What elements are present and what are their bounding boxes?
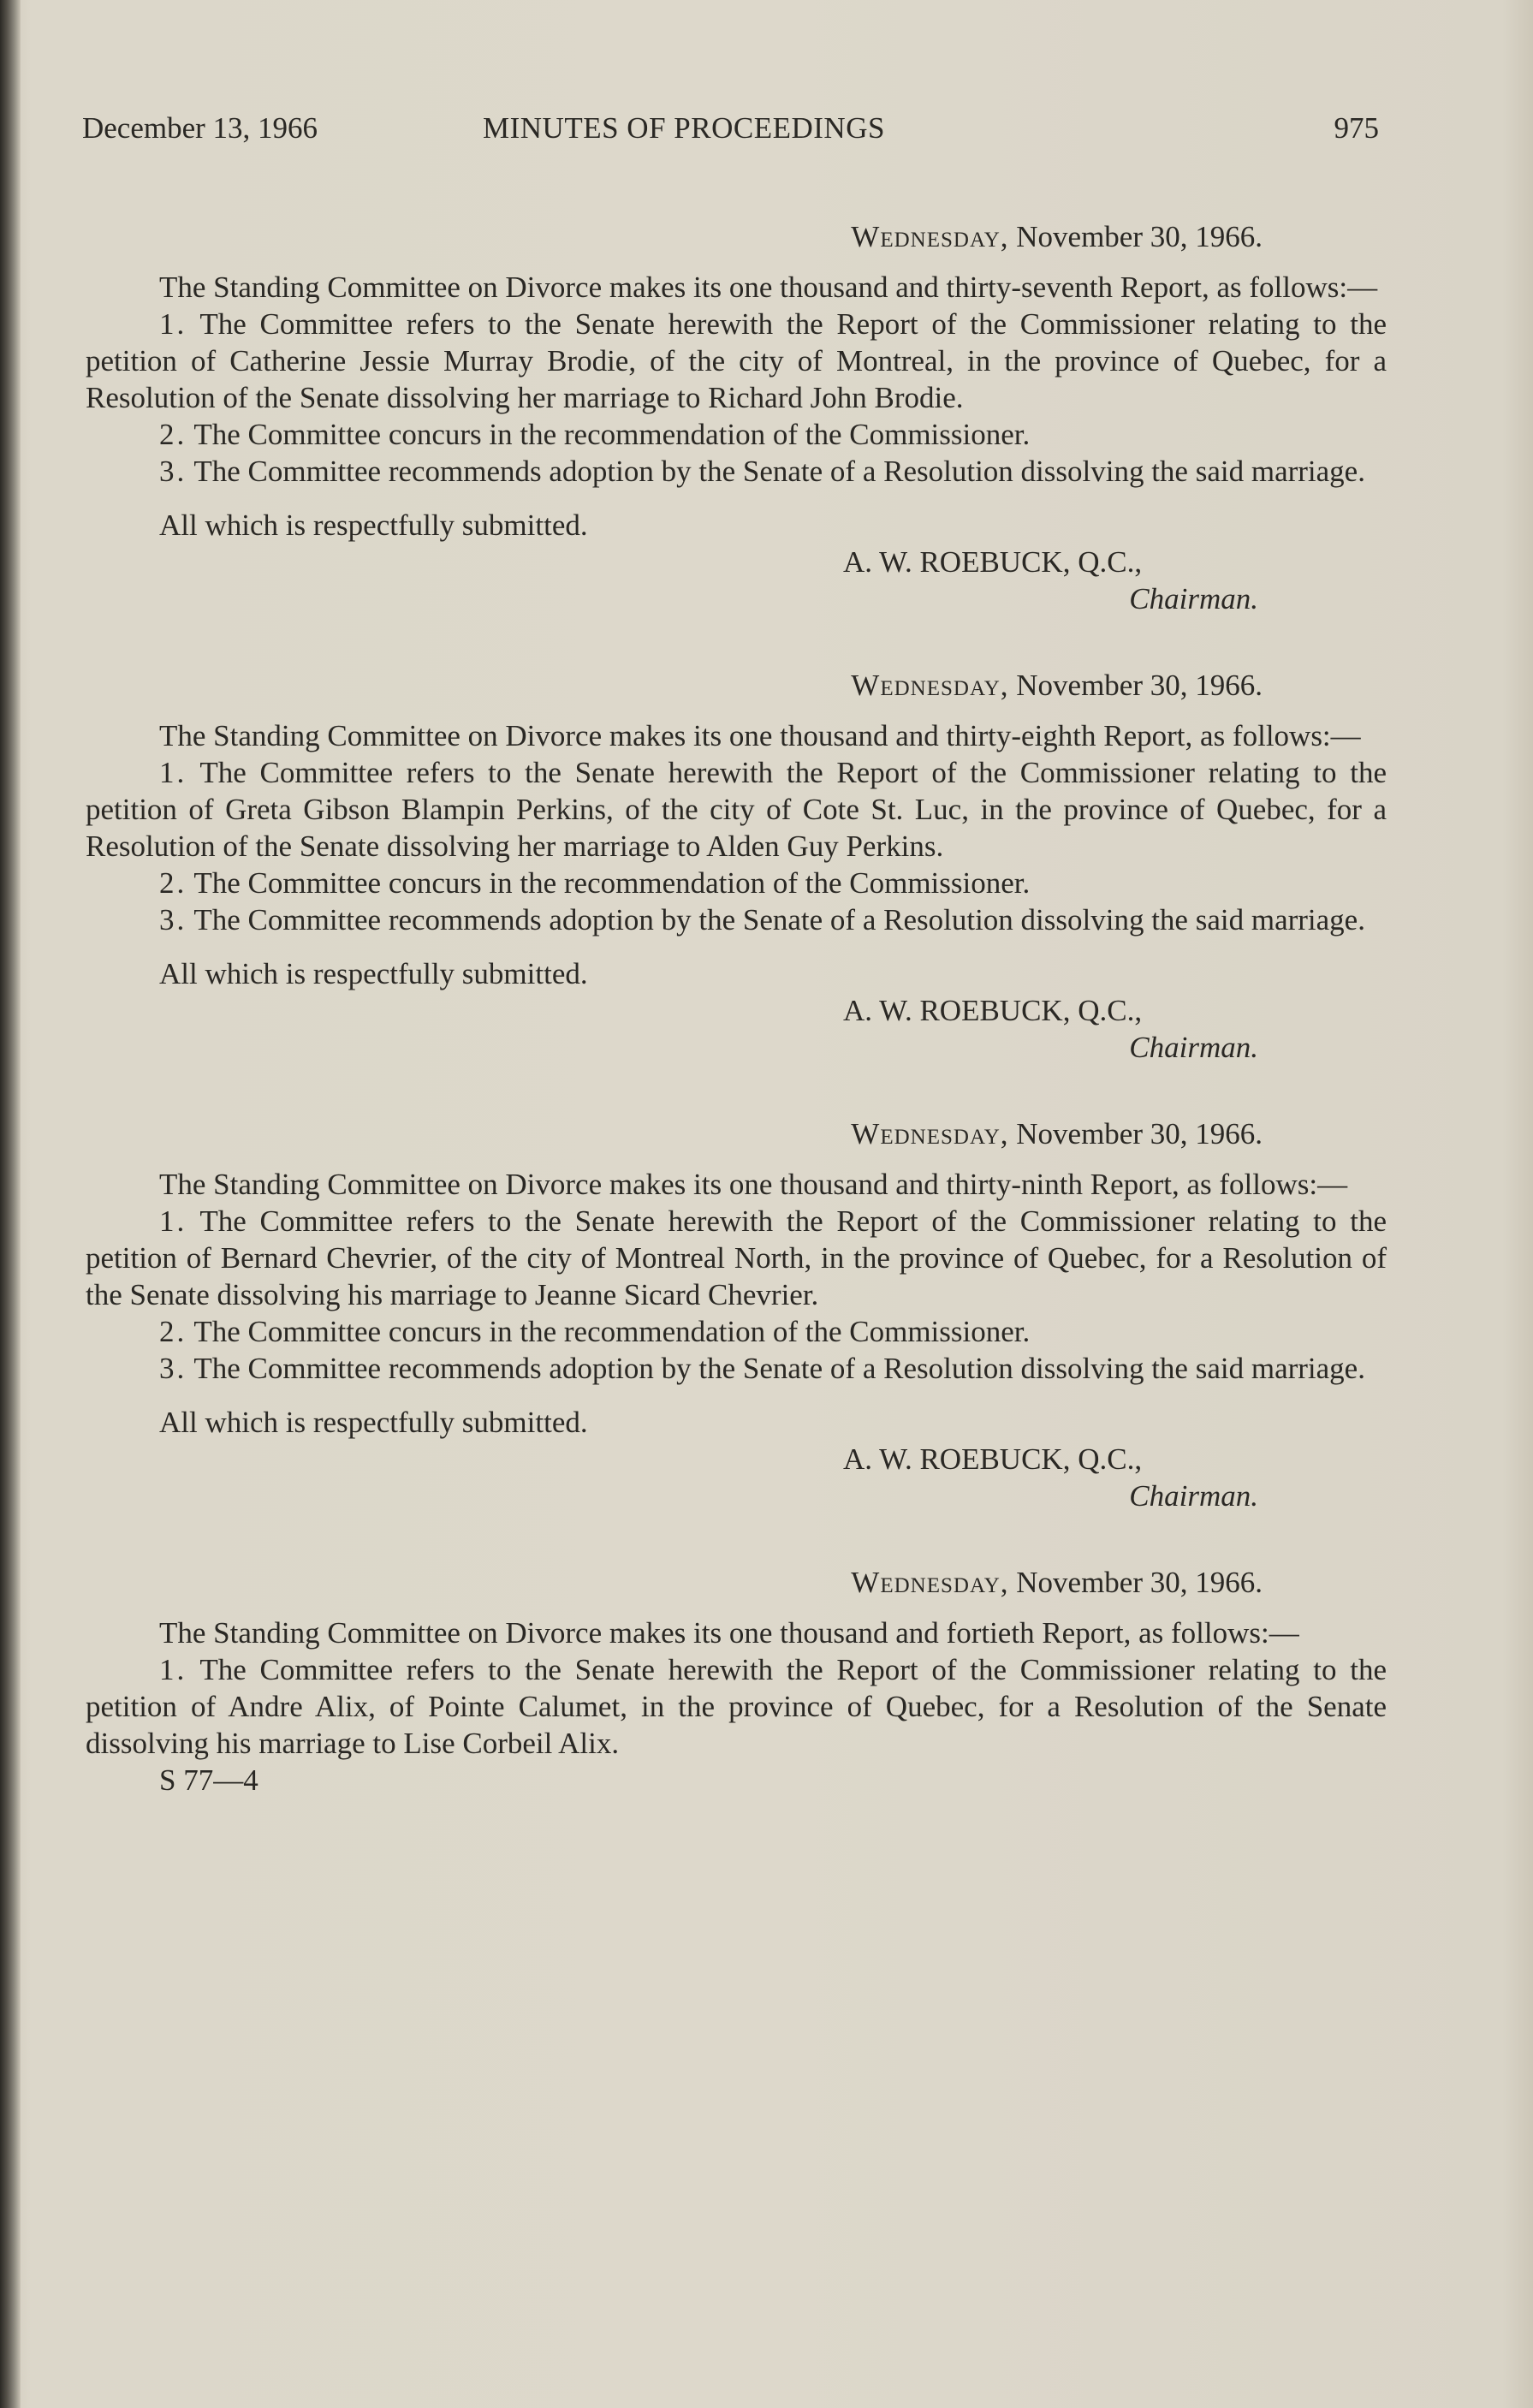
report-item-2	[86, 416, 1387, 453]
report-dateline	[86, 1564, 1387, 1601]
report-dateline	[86, 667, 1387, 704]
item-text: The Committee refers to the Senate herewith the Report of the Commissioner relating to the petition of Andre Alix, of Pointe Calumet, in the province of Quebec, for a Resolution of the Senate dissolving his marriage to Lise Corbeil Alix.	[86, 1653, 1387, 1760]
signer-name: A. W. ROEBUCK, Q.C.,	[843, 1442, 1143, 1476]
item-text: The Committee recommends adoption by the Senate of a Resolution dissolving the said marriage.	[193, 1352, 1365, 1385]
section-gap	[86, 617, 1387, 667]
signer-role: Chairman.	[1129, 582, 1258, 615]
item-text: The Committee refers to the Senate herewith the Report of the Commissioner relating to the petition of Greta Gibson Blampin Perkins, of the city of Cote St. Luc, in the province of Quebec, for a Resolution of the Senate dissolving her marriage to Alden Guy Perkins.	[86, 756, 1387, 863]
item-number: 3.	[159, 455, 187, 488]
item-number: 3.	[159, 903, 187, 936]
report-item-1	[86, 306, 1387, 416]
item-number: 3.	[159, 1352, 187, 1385]
report-1039	[86, 1115, 1387, 1514]
item-text: The Committee recommends adoption by the Senate of a Resolution dissolving the said marriage.	[193, 455, 1365, 488]
item-number: 1.	[159, 756, 187, 789]
report-dateline	[86, 218, 1387, 255]
item-text: The Committee concurs in the recommendation of the Commissioner.	[193, 418, 1031, 451]
report-item-2	[86, 1313, 1387, 1350]
item-text: The Committee recommends adoption by the Senate of a Resolution dissolving the said marriage.	[193, 903, 1365, 936]
item-text: The Committee refers to the Senate herewith the Report of the Commissioner relating to the petition of Bernard Chevrier, of the city of Montreal North, in the province of Quebec, for a Resolution of the Senate dissolving his marriage to Jeanne Sicard Chevrier.	[86, 1204, 1387, 1311]
book-binding-edge	[0, 0, 21, 2408]
item-text: The Committee concurs in the recommendation of the Commissioner.	[193, 866, 1031, 900]
item-number: 2.	[159, 866, 187, 900]
report-1038	[86, 667, 1387, 1066]
page-body	[86, 218, 1387, 1799]
header-date: December 13, 1966	[82, 111, 318, 145]
signature-mark: S 77—4	[159, 1763, 258, 1797]
signer-role: Chairman.	[1129, 1031, 1258, 1064]
item-number: 2.	[159, 418, 187, 451]
signer-role: Chairman.	[1129, 1479, 1258, 1513]
item-number: 2.	[159, 1315, 187, 1348]
item-text: The Committee concurs in the recommendation of the Commissioner.	[193, 1315, 1031, 1348]
report-1040	[86, 1564, 1387, 1799]
report-date: November 30, 1966.	[1016, 669, 1263, 702]
item-number: 1.	[159, 1653, 187, 1686]
report-intro: The Standing Committee on Divorce makes its one thousand and thirty-eighth Report, as follows:—	[159, 719, 1361, 752]
report-intro: The Standing Committee on Divorce makes its one thousand and thirty-ninth Report, as follows:—	[159, 1168, 1348, 1201]
running-header	[82, 111, 1379, 152]
signer-name: A. W. ROEBUCK, Q.C.,	[843, 545, 1143, 579]
signer-name: A. W. ROEBUCK, Q.C.,	[843, 994, 1143, 1027]
report-item-2	[86, 865, 1387, 901]
header-title: MINUTES OF PROCEEDINGS	[483, 111, 885, 145]
report-date: November 30, 1966.	[1016, 220, 1263, 253]
weekday: Wednesday,	[851, 220, 1009, 253]
report-item-3	[86, 901, 1387, 938]
report-item-1	[86, 1651, 1387, 1762]
report-date: November 30, 1966.	[1016, 1117, 1263, 1150]
report-dateline	[86, 1115, 1387, 1152]
weekday: Wednesday,	[851, 1566, 1009, 1599]
item-number: 1.	[159, 1204, 187, 1238]
weekday: Wednesday,	[851, 669, 1009, 702]
report-intro: The Standing Committee on Divorce makes its one thousand and thirty-seventh Report, as follows:—	[159, 271, 1378, 304]
item-number: 1.	[159, 307, 187, 341]
report-1037	[86, 218, 1387, 617]
closing-line: All which is respectfully submitted.	[159, 957, 588, 990]
report-item-1	[86, 754, 1387, 865]
page-number: 975	[1334, 111, 1379, 145]
report-intro: The Standing Committee on Divorce makes its one thousand and fortieth Report, as follows:—	[159, 1616, 1299, 1650]
section-gap	[86, 1066, 1387, 1115]
report-item-3	[86, 453, 1387, 490]
report-date: November 30, 1966.	[1016, 1566, 1263, 1599]
section-gap	[86, 1514, 1387, 1564]
closing-line: All which is respectfully submitted.	[159, 508, 588, 542]
closing-line: All which is respectfully submitted.	[159, 1406, 588, 1439]
weekday: Wednesday,	[851, 1117, 1009, 1150]
report-item-3	[86, 1350, 1387, 1387]
report-item-1	[86, 1203, 1387, 1313]
item-text: The Committee refers to the Senate herewith the Report of the Commissioner relating to the petition of Catherine Jessie Murray Brodie, of the city of Montreal, in the province of Quebec, for a Resolution of the Senate dissolving her marriage to Richard John Brodie.	[86, 307, 1387, 414]
